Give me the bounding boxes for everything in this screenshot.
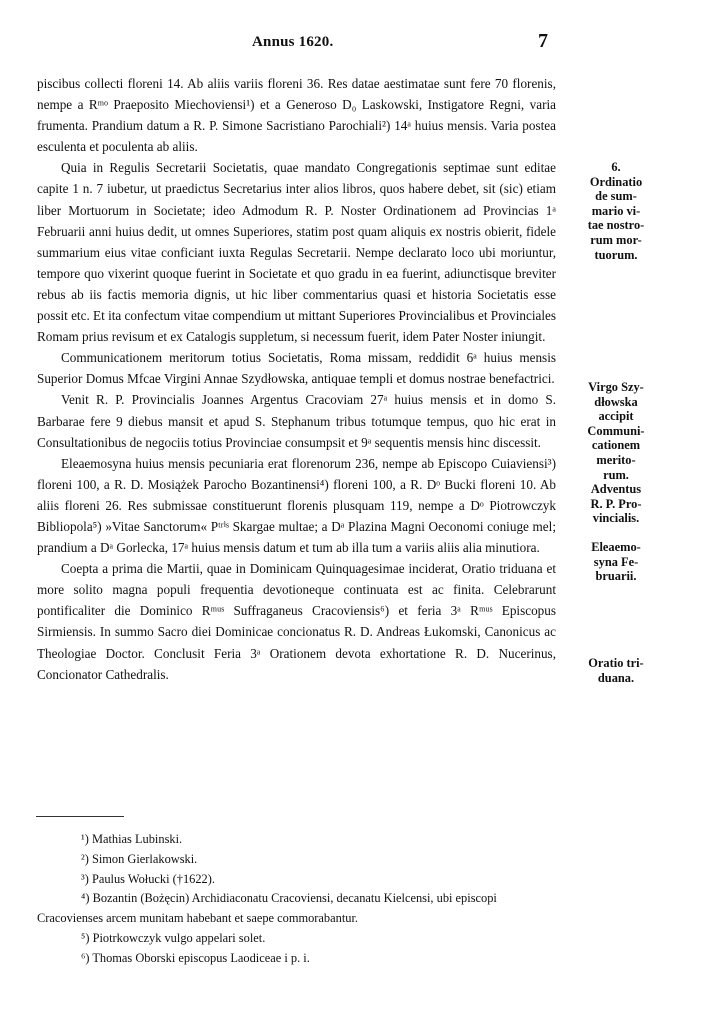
footnote-1 bbox=[37, 830, 556, 850]
page-header bbox=[0, 30, 720, 58]
footnote-mark: ⁵) bbox=[81, 930, 90, 945]
footnote-text: Piotrkowczyk vulgo appelari solet. bbox=[92, 930, 266, 945]
paragraph-eleaemosyna: Eleaemosyna huius mensis pecuniaria erat florenorum 236, nempe ab Episcopo Cuiaviensi³) floreni 100, a R. D. Mosiążek Parocho Bozantinensi⁴) floreni 100, a R. Dᵒ Bucki floreni 10. Ab aliis floreni 26. Res submissae constituerunt florenis plusquam 119, nempe a Dᵒ Piotrowczyk Bibliopola⁵) »Vitae Sanctorum« Pᵗʳⁱˢ Skargae multae; a Dᵃ Plazina Magni Oeconomi coniuge mel; prandium a Dᵃ Gorlecka, 17ᵃ huius mensis datum et tum ab illa tum a variis aliis alia minutiora. bbox=[37, 455, 556, 556]
footnote-text: Bozantin (Bożęcin) Archidiaconatu Cracoviensi, decanatu Kielcensi, ubi episcopi Cracovienses arcem munitam habebant et saepe commorabantur. bbox=[37, 891, 497, 926]
footnote-mark: ⁴) bbox=[81, 891, 90, 906]
footnote-mark: ¹) bbox=[81, 832, 89, 846]
footnote-text: Paulus Wołucki (†1622). bbox=[91, 871, 215, 886]
margin-note-adventus: Adventus R. P. Pro- vincialis. bbox=[590, 482, 642, 526]
margin-note-eleaemosyna: Eleaemo- syna Fe- bruarii. bbox=[591, 540, 641, 584]
running-title: Annus 1620. bbox=[252, 34, 334, 50]
footnote-mark: ⁶) bbox=[81, 950, 90, 965]
paragraph-alms-continued: piscibus collecti floreni 14. Ab aliis variis floreni 36. Res datae aestimatae sunt fere 70 florenis, nempe a Rᵐᵒ Praeposito Miechoviensi¹) et a Generoso D₀ Laskowski, Instigatore Regni, varia frumenta. Prandium datum a R. P. Simone Sacristiano Parochiali²) 14ᵃ huius mensis. Varia postea esculenta et poculenta ab aliis. bbox=[37, 76, 556, 155]
paragraph-communicatio: Communicationem meritorum totius Societatis, Roma missam, reddidit 6ᵃ huius mensis Superior Domus Mfcae Virgini Annae Szydłowska, antiquae templi et domus nostrae benefactrici. bbox=[37, 350, 556, 387]
footnote-5 bbox=[37, 929, 556, 949]
footnotes bbox=[37, 830, 556, 969]
footnote-text: Thomas Oborski episcopus Laodiceae i p. i. bbox=[92, 950, 310, 965]
footnote-3 bbox=[37, 870, 556, 890]
footnote-4 bbox=[37, 889, 556, 929]
margin-note-oratio: Oratio tri- duana. bbox=[588, 656, 644, 685]
footnote-separator bbox=[36, 816, 124, 817]
page-number: 7 bbox=[538, 30, 548, 52]
footnote-text: Simon Gierlakowski. bbox=[91, 851, 198, 866]
footnote-mark: ²) bbox=[81, 851, 89, 866]
paragraph-ordinatio: Quia in Regulis Secretarii Societatis, quae mandato Congregationis septimae sunt editae capite 1 n. 7 iubetur, ut praedictus Secretarius inter alios libros, quos habere debet, sit (sic) etiam liber Mortuorum in Societate; ideo Admodum R. P. Noster Ordinationem ad Provincias 1ᵃ Februarii anni huius dedit, ut omnes Superiores, statim post quam aliquis ex nostris obierit, fidele summarium eius vitae conficiant iuxta Regulas Secretarii. Nempe declarato loco ubi moriuntur, tempore quo vixerint quoque fuerint in Societate et quo gradu in ea fuerint, adiunctisque breviter rebus ab iis factis memoria dignis, ut hic liber commentarius quasi et historia Societatis esse possit etc. Et ita confectum vitae compendium ut mittant Superiores Provincialibus et Provinciales Romam prius revisum et ex Catalogis suppletum, si necessum fuerit, idem Pater Noster iniungit. bbox=[37, 160, 556, 345]
margin-note-ordinatio: 6. Ordinatio de sum- mario vi- tae nostro- rum mor- tuorum. bbox=[587, 160, 645, 262]
margin-note-virgo: Virgo Szy- dłowska accipit Communi- cationem merito- rum. bbox=[587, 380, 645, 482]
paragraph-adventus: Venit R. P. Provincialis Joannes Argentus Cracoviam 27ᵃ huius mensis et in domo S. Barbarae fere 9 diebus mansit et apud S. Stephanum tribus totumque tempus, quo hic erat in Consultationibus de negociis totius Provinciae consumpsit et 9ᵃ sequentis mensis hinc discessit. bbox=[37, 392, 556, 450]
main-text bbox=[37, 73, 556, 685]
footnote-6 bbox=[37, 949, 556, 969]
footnote-text: Mathias Lubinski. bbox=[91, 832, 183, 846]
footnote-2 bbox=[37, 850, 556, 870]
paragraph-oratio: Coepta a prima die Martii, quae in Dominicam Quinquagesimae inciderat, Oratio triduana et more solito magna populi frequentia devotioneque continuata est ac finita. Celebrarunt pontificaliter die Dominico Rᵐᵘˢ Suffraganeus Cracoviensis⁶) et feria 3ᵃ Rᵐᵘˢ Episcopus Sirmiensis. In summo Sacro diei Dominicae concionatus R. D. Andreas Łukomski, Canonicus ac Theologiae Doctor. Conclusit Feria 3ᵃ Orationem devota exhortatione R. D. Nucerinus, Concionator Cathedralis. bbox=[37, 561, 556, 682]
footnote-mark: ³) bbox=[81, 871, 89, 886]
